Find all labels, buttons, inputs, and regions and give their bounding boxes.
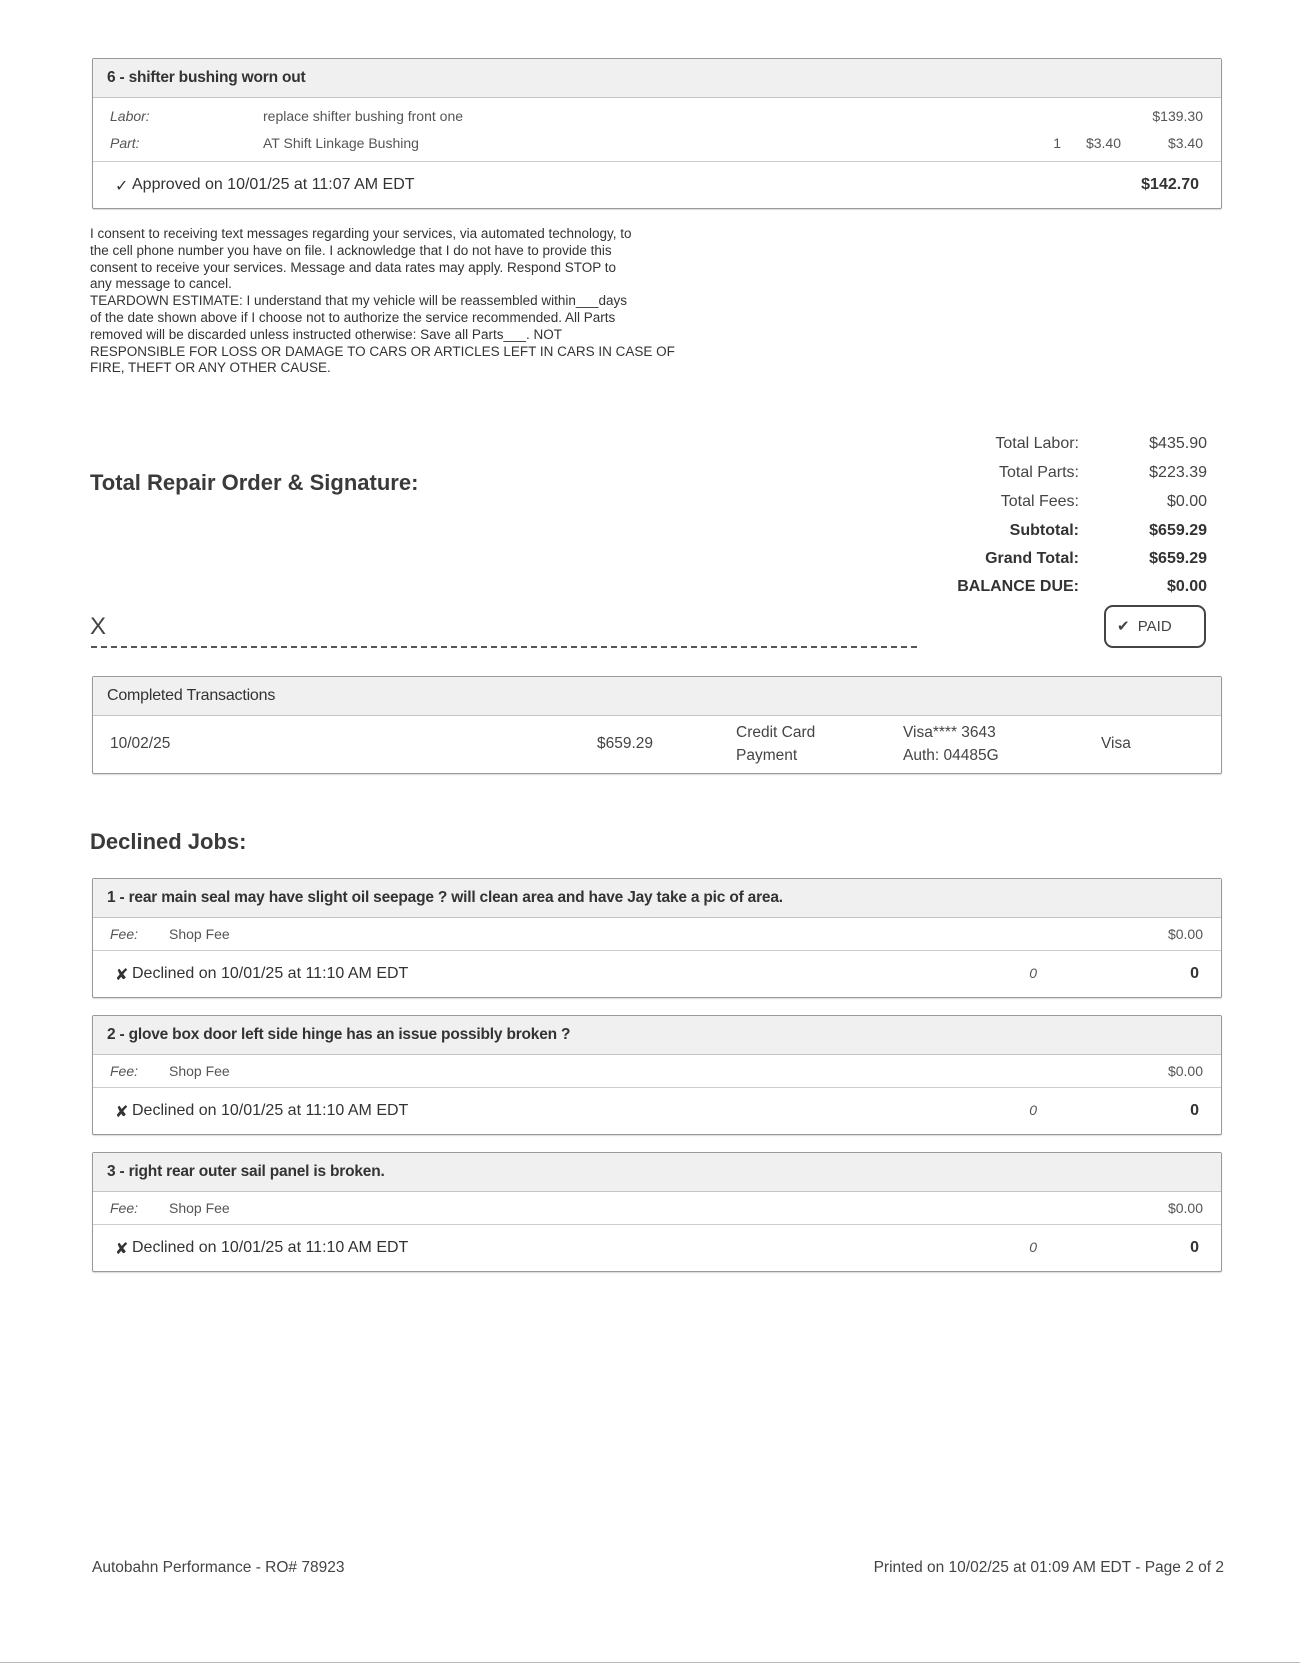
- balance-due-label: BALANCE DUE:: [957, 578, 1079, 595]
- labor-total: $139.30: [1152, 108, 1203, 124]
- consent-line: FIRE, THEFT OR ANY OTHER CAUSE.: [90, 360, 331, 376]
- consent-line: any message to cancel.: [90, 276, 232, 292]
- total-parts-label: Total Parts:: [998, 464, 1079, 481]
- approval-status: Approved on 10/01/25 at 11:07 AM EDT: [132, 176, 415, 193]
- declined-jobs-heading: Declined Jobs:: [90, 829, 247, 854]
- fee-amount: $0.00: [1167, 1200, 1203, 1216]
- declined-status: Declined on 10/01/25 at 11:10 AM EDT: [132, 1239, 409, 1256]
- total-fees-label: Total Fees:: [1000, 493, 1079, 510]
- part-total: $3.40: [1167, 135, 1203, 151]
- part-line: [93, 129, 1221, 156]
- x-mark-icon: ✘: [115, 967, 129, 984]
- fee-description: Shop Fee: [169, 926, 230, 942]
- declined-job-card: [92, 1015, 1222, 1135]
- part-unit-price: $3.40: [1085, 135, 1121, 151]
- declined-col-a: 0: [1029, 1239, 1037, 1255]
- check-icon: ✔: [1117, 618, 1130, 635]
- consent-line: RESPONSIBLE FOR LOSS OR DAMAGE TO CARS OR ARTICLES LEFT IN CARS IN CASE OF: [90, 343, 675, 359]
- total-parts-value: $223.39: [1149, 464, 1207, 481]
- declined-job-card: [92, 878, 1222, 998]
- labor-label: Labor:: [110, 108, 150, 124]
- declined-col-b: 0: [1190, 965, 1199, 982]
- fee-amount: $0.00: [1167, 926, 1203, 942]
- fee-label: Fee:: [110, 926, 139, 942]
- transaction-method-line1: Credit Card: [736, 724, 816, 741]
- consent-line: TEARDOWN ESTIMATE: I understand that my vehicle will be reassembled within___days: [90, 293, 627, 309]
- page-edge: [0, 1662, 1300, 1663]
- consent-disclaimer: [90, 226, 710, 377]
- total-labor-label: Total Labor:: [995, 435, 1079, 452]
- declined-status: Declined on 10/01/25 at 11:10 AM EDT: [132, 1102, 409, 1119]
- declined-status-row: [93, 1224, 1221, 1271]
- approval-status-row: [93, 161, 1221, 208]
- consent-line: I consent to receiving text messages regarding your services, via automated technology, to: [90, 226, 632, 241]
- footer-shop-ro: Autobahn Performance - RO# 78923: [92, 1559, 345, 1576]
- declined-col-a: 0: [1029, 1102, 1037, 1118]
- totals-heading: Total Repair Order & Signature:: [90, 470, 419, 495]
- declined-col-b: 0: [1190, 1239, 1199, 1256]
- subtotal-value: $659.29: [1149, 522, 1207, 539]
- transactions-heading: Completed Transactions: [93, 677, 1221, 716]
- transaction-amount: $659.29: [597, 735, 654, 752]
- subtotal-label: Subtotal:: [1009, 522, 1079, 539]
- transaction-card-type: Visa: [1101, 735, 1131, 752]
- approved-job-card: [92, 58, 1222, 209]
- labor-description: replace shifter bushing front one: [263, 108, 464, 124]
- fee-label: Fee:: [110, 1200, 139, 1216]
- part-qty: 1: [1053, 135, 1061, 151]
- consent-line: consent to receive your services. Message and data rates may apply. Respond STOP to: [90, 259, 617, 275]
- declined-job-title: 1 - rear main seal may have slight oil seepage ? will clean area and have Jay take a pic of area.: [93, 879, 1221, 918]
- x-mark-icon: ✘: [115, 1104, 129, 1121]
- grand-total-label: Grand Total:: [985, 550, 1079, 567]
- declined-job-card: [92, 1152, 1222, 1272]
- consent-line: of the date shown above if I choose not to authorize the service recommended. All Parts: [90, 309, 616, 325]
- fee-description: Shop Fee: [169, 1063, 230, 1079]
- fee-line: [93, 1055, 1221, 1087]
- completed-transactions-card: [92, 676, 1222, 774]
- fee-amount: $0.00: [1167, 1063, 1203, 1079]
- transaction-row: [93, 716, 1221, 772]
- total-fees-value: $0.00: [1166, 493, 1207, 510]
- total-labor-value: $435.90: [1149, 435, 1207, 452]
- declined-col-b: 0: [1190, 1102, 1199, 1119]
- transaction-auth: Auth: 04485G: [903, 747, 999, 764]
- check-icon: ✓: [115, 178, 129, 195]
- signature-mark: X: [90, 613, 107, 640]
- fee-description: Shop Fee: [169, 1200, 230, 1216]
- part-label: Part:: [110, 135, 140, 151]
- fee-line: [93, 1192, 1221, 1224]
- declined-job-title: 2 - glove box door left side hinge has an issue possibly broken ?: [93, 1016, 1221, 1055]
- declined-job-title: 3 - right rear outer sail panel is broken.: [93, 1153, 1221, 1192]
- transaction-date: 10/02/25: [110, 735, 171, 752]
- x-mark-icon: ✘: [115, 1241, 129, 1258]
- job-total: $142.70: [1141, 176, 1199, 193]
- transaction-card: Visa**** 3643: [903, 724, 996, 741]
- consent-line: the cell phone number you have on file. I acknowledge that I do not have to provide this: [90, 242, 612, 258]
- balance-due-value: $0.00: [1166, 578, 1207, 595]
- signature-line[interactable]: [91, 646, 917, 648]
- declined-col-a: 0: [1029, 965, 1037, 981]
- job-title: 6 - shifter bushing worn out: [93, 59, 1221, 98]
- labor-line: [93, 102, 1221, 129]
- transaction-method-line2: Payment: [736, 747, 798, 764]
- consent-line: removed will be discarded unless instructed otherwise: Save all Parts___. NOT: [90, 326, 562, 342]
- declined-status: Declined on 10/01/25 at 11:10 AM EDT: [132, 965, 409, 982]
- paid-badge: [1104, 605, 1206, 648]
- fee-line: [93, 918, 1221, 950]
- declined-status-row: [93, 1087, 1221, 1134]
- part-description: AT Shift Linkage Bushing: [263, 135, 419, 151]
- footer-printed-page: Printed on 10/02/25 at 01:09 AM EDT - Page 2 of 2: [873, 1559, 1224, 1576]
- fee-label: Fee:: [110, 1063, 139, 1079]
- declined-status-row: [93, 950, 1221, 997]
- paid-label: PAID: [1137, 618, 1172, 635]
- grand-total-value: $659.29: [1149, 550, 1207, 567]
